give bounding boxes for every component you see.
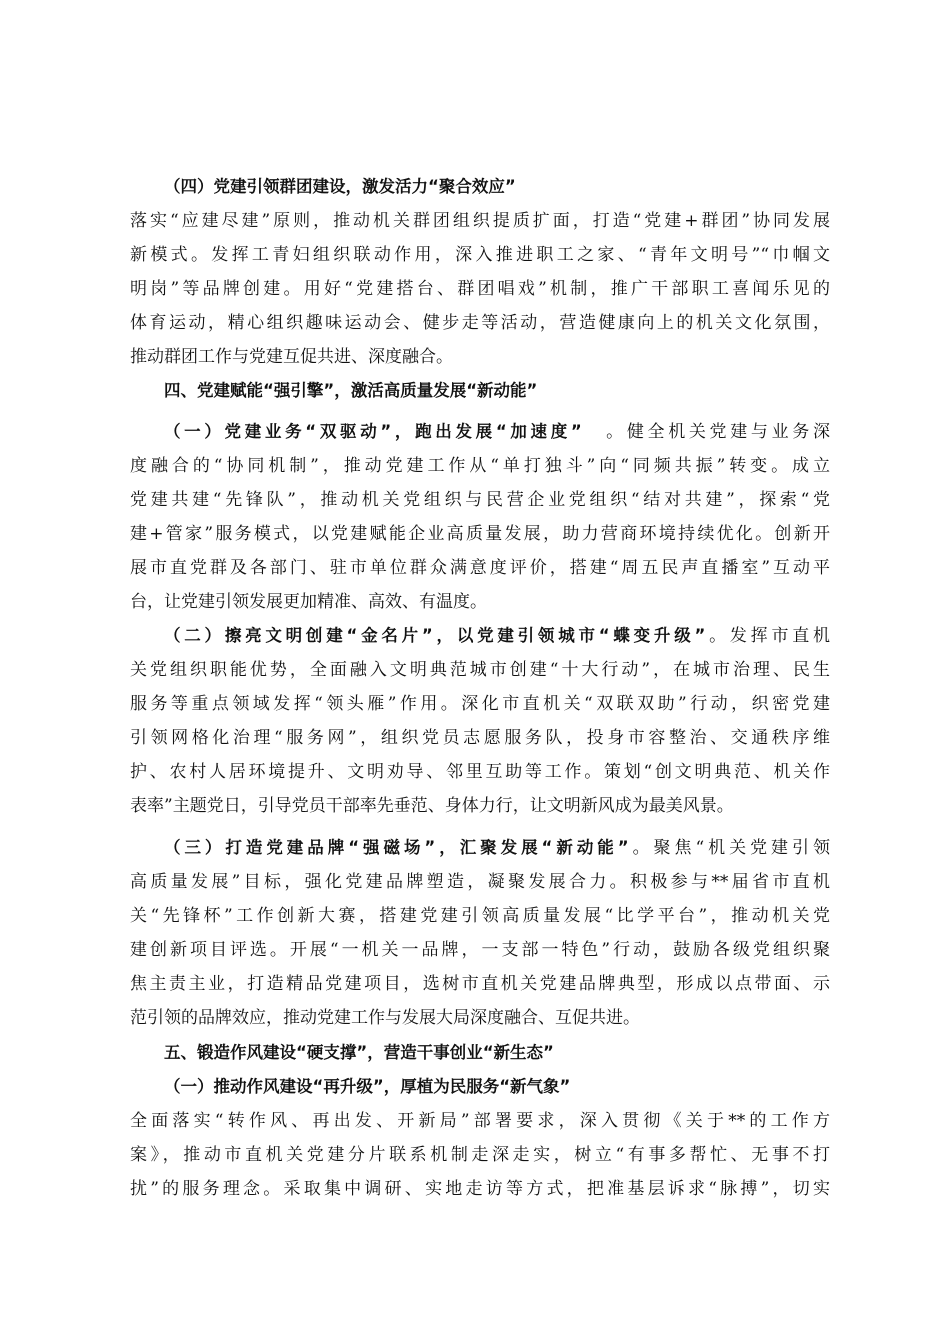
paragraph-line: 落实“应建尽建”原则，推动机关群团组织提质扩面，打造“党建+群团”协同发展 [130,211,830,231]
subsection-heading: （一）推动作风建设“再升级”，厚植为民服务“新气象” [164,1077,571,1096]
paragraph-line: 范引领的品牌效应，推动党建工作与发展大局深度融合、互促共进。 [130,1008,640,1028]
paragraph-line: 新模式。发挥工青妇组织联动作用，深入推进职工之家、“青年文明号”“巾帼文 [130,245,830,265]
paragraph-line: 服务等重点领域发挥“领头雁”作用。深化市直机关“双联双助”行动，织密党建 [130,694,830,714]
paragraph-text: 。聚焦“机关党建引领 [628,838,830,858]
subsection-heading: （三）打造党建品牌“强磁场”，汇聚发展“新动能” [164,838,629,857]
paragraph-line: 全面落实“转作风、再出发、开新局”部署要求，深入贯彻《关于**的工作方 [130,1111,830,1131]
paragraph-line: 焦主责主业，打造精品党建项目，选树市直机关党建品牌典型，形成以点带面、示 [130,974,830,994]
paragraph-line: 展市直党群及各部门、驻市单位群众满意度评价，搭建“周五民声直播室”互动平 [130,558,830,578]
paragraph-line: 建+管家”服务模式，以党建赋能企业高质量发展，助力营商环境持续优化。创新开 [130,524,830,544]
paragraph-line: 高质量发展”目标，强化党建品牌塑造，凝聚发展合力。积极参与**届省市直机 [130,872,830,892]
paragraph-line: 表率”主题党日，引导党员干部率先垂范、身体力行，让文明新风成为最美风景。 [130,796,734,816]
paragraph-line: 体育运动，精心组织趣味运动会、健步走等活动，营造健康向上的机关文化氛围， [130,313,830,333]
subsection-heading: （四）党建引领群团建设，激发活力“聚合效应” [164,177,516,196]
paragraph-line: 关“先锋杯”工作创新大赛，搭建党建引领高质量发展“比学平台”，推动机关党 [130,906,830,926]
paragraph-line: 护、农村人居环境提升、文明劝导、邻里互助等工作。策划“创文明典范、机关作 [130,762,830,782]
paragraph-first-line [164,838,830,858]
paragraph-line: 建创新项目评选。开展“一机关一品牌，一支部一特色”行动，鼓励各级党组织聚 [130,940,830,960]
paragraph-first-line [164,422,830,442]
paragraph-line: 度融合的“协同机制”，推动党建工作从“单打独斗”向“同频共振”转变。成立 [130,456,830,476]
section-heading: 五、锻造作风建设“硬支撑”，营造干事创业“新生态” [164,1043,554,1062]
paragraph-text: 。健全机关党建与业务深 [581,422,830,442]
paragraph-line: 扰”的服务理念。采取集中调研、实地走访等方式，把准基层诉求“脉搏”，切实 [130,1179,830,1199]
paragraph-line: 案》，推动市直机关党建分片联系机制走深走实，树立“有事多帮忙、无事不打 [130,1145,830,1165]
paragraph-line: 台，让党建引领发展更加精准、高效、有温度。 [130,592,487,612]
paragraph-line: 明岗”等品牌创建。用好“党建搭台、群团唱戏”机制，推广干部职工喜闻乐见的 [130,279,830,299]
paragraph-line: 党建共建“先锋队”，推动机关党组织与民营企业党组织“结对共建”，探索“党 [130,490,830,510]
paragraph-text: 。发挥市直机 [705,626,830,646]
subsection-heading: （二）擦亮文明创建“金名片”，以党建引领城市“蝶变升级” [164,626,706,645]
subsection-heading: （一）党建业务“双驱动”，跑出发展“加速度” [164,422,582,441]
paragraph-line: 关党组织职能优势，全面融入文明典范城市创建“十大行动”，在城市治理、民生 [130,660,830,680]
paragraph-line: 引领网格化治理“服务网”，组织党员志愿服务队，投身市容整治、交通秩序维 [130,728,830,748]
section-heading: 四、党建赋能“强引擎”，激活高质量发展“新动能” [164,381,538,400]
paragraph-first-line [164,626,830,646]
paragraph-line: 推动群团工作与党建互促共进、深度融合。 [130,347,453,367]
